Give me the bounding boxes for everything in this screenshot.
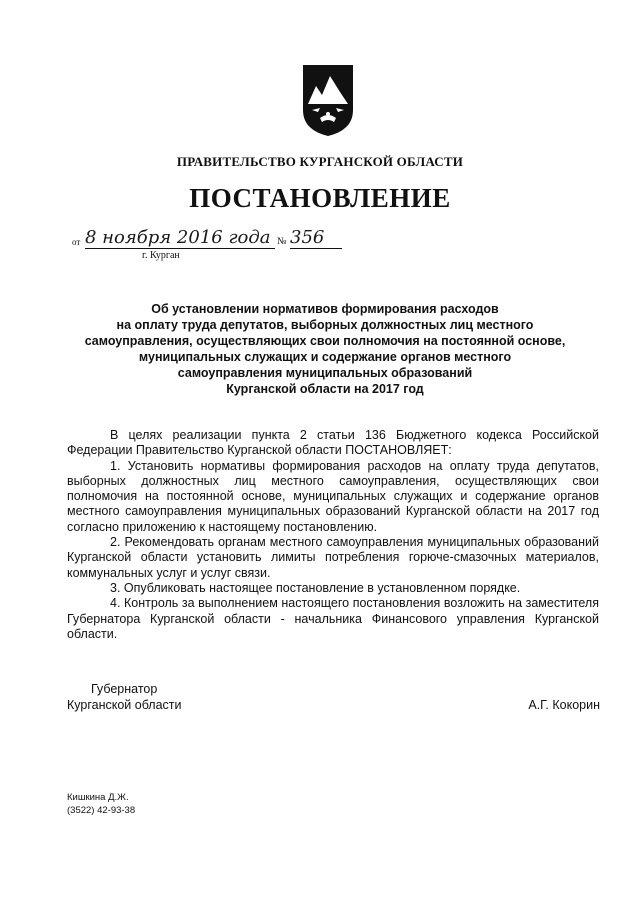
preamble-paragraph: В целях реализации пункта 2 статьи 136 Бюджетного кодекса Российской Федерации Правительство Курганской области ПОСТАНОВЛЯЕТ:	[67, 428, 599, 458]
number-label: №	[277, 236, 287, 247]
date-from-label: от	[72, 237, 81, 247]
subject-line: на оплату труда депутатов, выборных должностных лиц местного	[116, 318, 534, 332]
clause-paragraph: 4. Контроль за выполнением настоящего постановления возложить на заместителя Губернатора Курганской области - начальника Финансового управления Курганской области.	[67, 596, 599, 641]
subject-line: Об установлении нормативов формирования расходов	[151, 302, 499, 316]
handwritten-number: 356	[290, 228, 342, 249]
subject-line: самоуправления муниципальных образований	[177, 366, 473, 380]
document-subject	[60, 301, 590, 397]
signatory-position	[67, 682, 182, 713]
document-type-title: ПОСТАНОВЛЕНИЕ	[189, 183, 451, 213]
document-dateline	[72, 228, 372, 278]
signatory-name: А.Г. Кокорин	[528, 698, 600, 712]
subject-line: самоуправления, осуществляющих свои полномочия на постоянной основе,	[84, 334, 566, 348]
signatory-position-line: Губернатор	[91, 682, 158, 696]
subject-line: муниципальных служащих и содержание органов местного	[138, 350, 512, 364]
handwritten-date: 8 ноября 2016 года	[85, 228, 275, 249]
coat-of-arms-emblem	[300, 62, 356, 138]
document-body	[67, 428, 599, 642]
subject-line: Курганской области на 2017 год	[226, 382, 424, 396]
executor-name: Кишкина Д.Ж.	[67, 792, 129, 803]
executor-info	[67, 791, 135, 817]
clause-paragraph: 3. Опубликовать настоящее постановление в установленном порядке.	[110, 580, 521, 595]
executor-phone: (3522) 42-93-38	[67, 805, 136, 816]
clause-paragraph: 2. Рекомендовать органам местного самоуправления муниципальных образований Курганской области установить лимиты потребления горюче-смазочных материалов, коммунальных услуг и услуг связи.	[67, 535, 599, 580]
organization-name: ПРАВИТЕЛЬСТВО КУРГАНСКОЙ ОБЛАСТИ	[176, 154, 464, 169]
city-label: г. Курган	[142, 250, 180, 261]
clause-paragraph: 1. Установить нормативы формирования расходов на оплату труда депутатов, выборных должностных лиц местного самоуправления, осуществляющих свои полномочия на постоянной основе, муниципальных служащих и содержание органов местного самоуправления муниципальных образований Курганской области на 2017 год согласно приложению к настоящему постановлению.	[67, 458, 599, 534]
signatory-position-line: Курганской области	[67, 697, 182, 712]
